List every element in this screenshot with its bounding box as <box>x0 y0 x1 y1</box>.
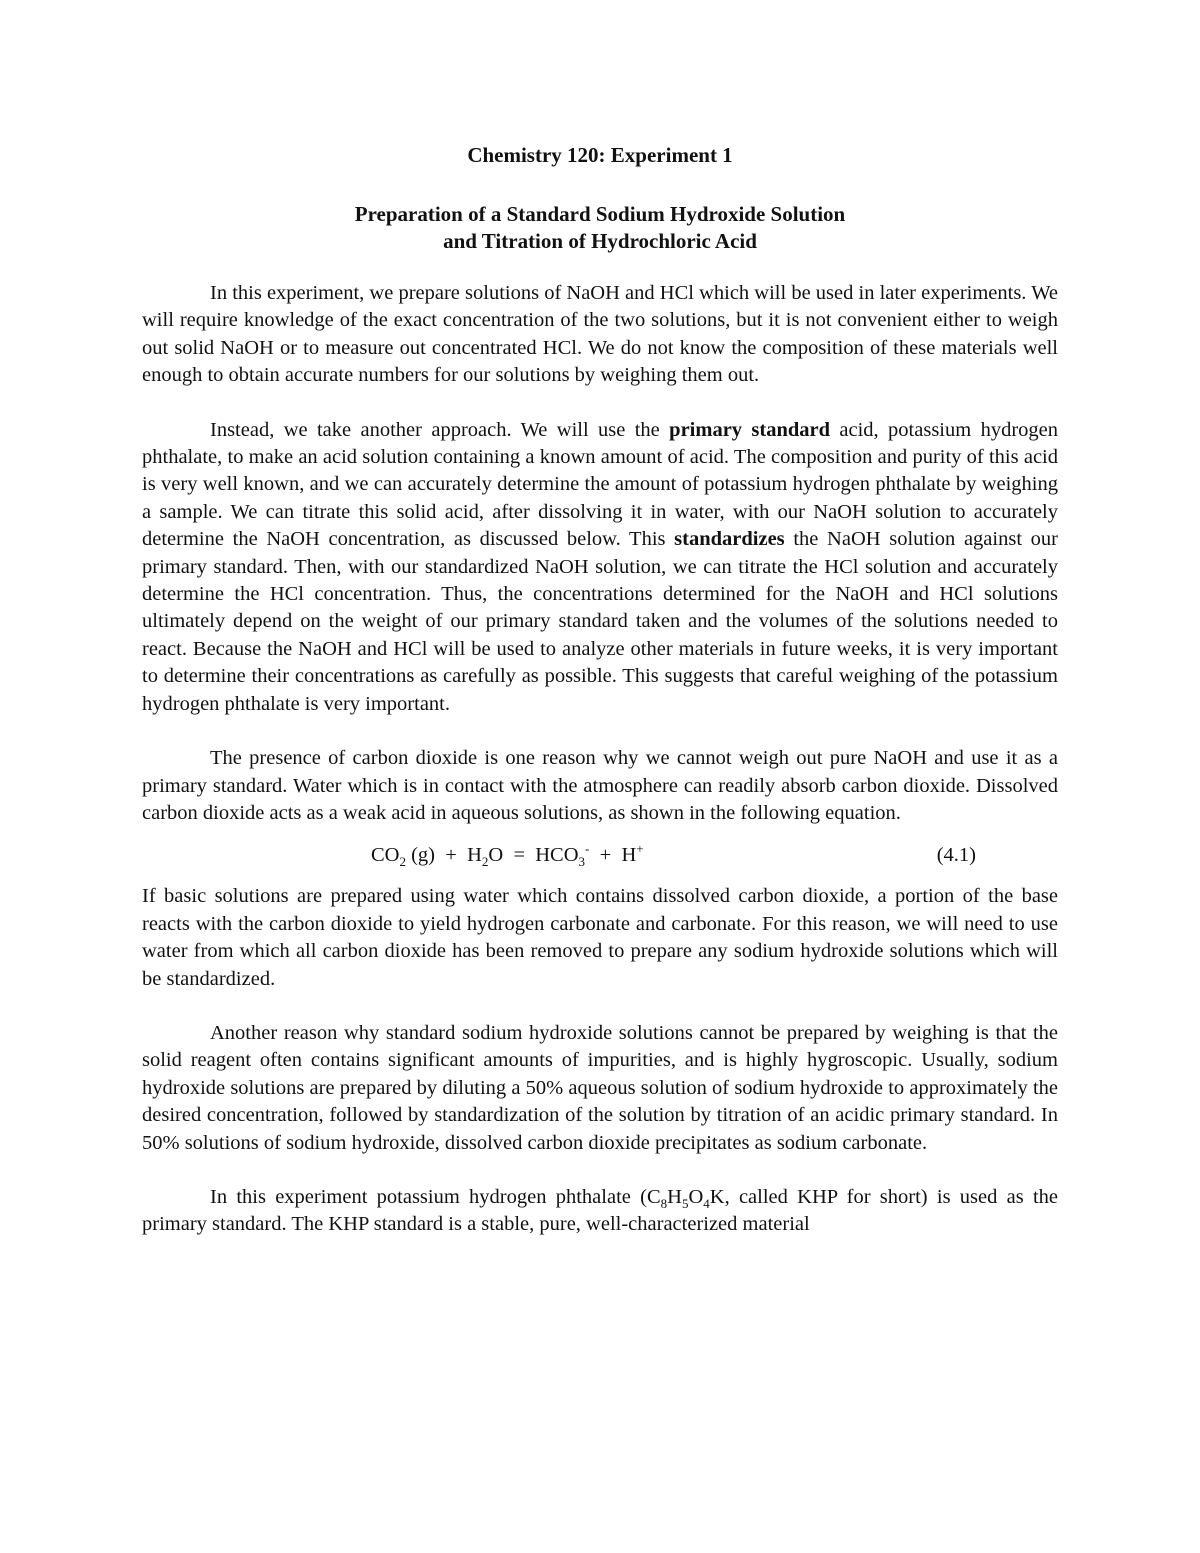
paragraph-approach-text-c: the NaOH solution against our primary standard. Then, with our standardized NaOH solution, we can titrate the HCl solution and accurately determine the HCl concentration. Thus, the concentrations determined for the NaOH and HCl solutions ultimately depend on the weight of our primary standard taken and the volumes of the solutions needed to react. Because the NaOH and HCl will be used to analyze other materials in future weeks, it is very important to determine their concentrations as carefully as possible. This suggests that careful weighing of the potassium hydrogen phthalate is very important. <box>142 528 1059 715</box>
paragraph-intro: In this experiment, we prepare solutions of NaOH and HCl which will be used in later experiments. We will require knowledge of the exact concentration of the two solutions, but it is not convenient either to weigh out solid NaOH or to measure out concentrated HCl. We do not know the composition of these materials well enough to obtain accurate numbers for our solutions by weighing them out. <box>142 282 1058 387</box>
paragraph-another-reason: Another reason why standard sodium hydroxide solutions cannot be prepared by weighing is that the solid reagent often contains significant amounts of impurities, and is highly hygroscopic. Usually, sodium hydroxide solutions are prepared by diluting a 50% aqueous solution of sodium hydroxide to approximately the desired concentration, followed by standardization of the solution by titration of an acidic primary standard. In 50% solutions of sodium hydroxide, dissolved carbon dioxide precipitates as sodium carbonate. <box>142 1021 1058 1154</box>
course-title: Chemistry 120: Experiment 1 <box>467 143 733 167</box>
paragraph-approach-text-b: acid, potassium hydrogen phthalate, to make an acid solution containing a known amount of acid. The composition and purity of this acid is very well known, and we can accurately determine the amount of potassium hydrogen phthalate by weighing a sample. We can titrate this solid acid, after dissolving it in water, with our NaOH solution to accurately determine the NaOH concentration, as discussed below. This <box>142 418 1058 551</box>
experiment-title <box>142 201 1058 255</box>
paragraph-gap <box>142 993 1058 1020</box>
paragraph-carbon-dioxide: The presence of carbon dioxide is one reason why we cannot weigh out pure NaOH and use it as a primary standard. Water which is in contact with the atmosphere can readily absorb carbon dioxide. Dissolved carbon dioxide acts as a weak acid in aqueous solutions, as shown in the following equation. <box>142 747 1058 824</box>
equation-4-1 <box>142 827 1058 883</box>
paragraph-gap <box>142 1157 1058 1184</box>
standardizes-term: standardizes <box>674 528 785 551</box>
primary-standard-term: primary standard <box>669 418 831 441</box>
experiment-title-line-2: and Titration of Hydrochloric Acid <box>443 229 757 253</box>
equation-body: $CO_2$ $(g) + H_2O = HCO_3^- + H^+$ <box>371 841 644 870</box>
paragraph-approach-text-a: Instead, we take another approach. We will use the <box>210 418 670 441</box>
paragraph-khp: In this experiment potassium hydrogen phthalate ($C_8H_5O_4K$, called KHP for short) is used as the primary standard. The KHP standard is a stable, pure, well-characterized material <box>142 1185 1059 1236</box>
paragraph-gap <box>142 718 1058 745</box>
paragraph-approach <box>142 417 1058 718</box>
paragraph-gap <box>142 390 1058 417</box>
paragraph-basic-solutions: If basic solutions are prepared using water which contains dissolved carbon dioxide, a portion of the base reacts with the carbon dioxide to yield hydrogen carbonate and carbonate. For this reason, we will need to use water from which all carbon dioxide has been removed to prepare any sodium hydroxide solutions which will be standardized. <box>142 885 1058 990</box>
experiment-title-line-1: Preparation of a Standard Sodium Hydroxide Solution <box>354 202 846 226</box>
equation-number: (4.1) <box>936 844 976 867</box>
